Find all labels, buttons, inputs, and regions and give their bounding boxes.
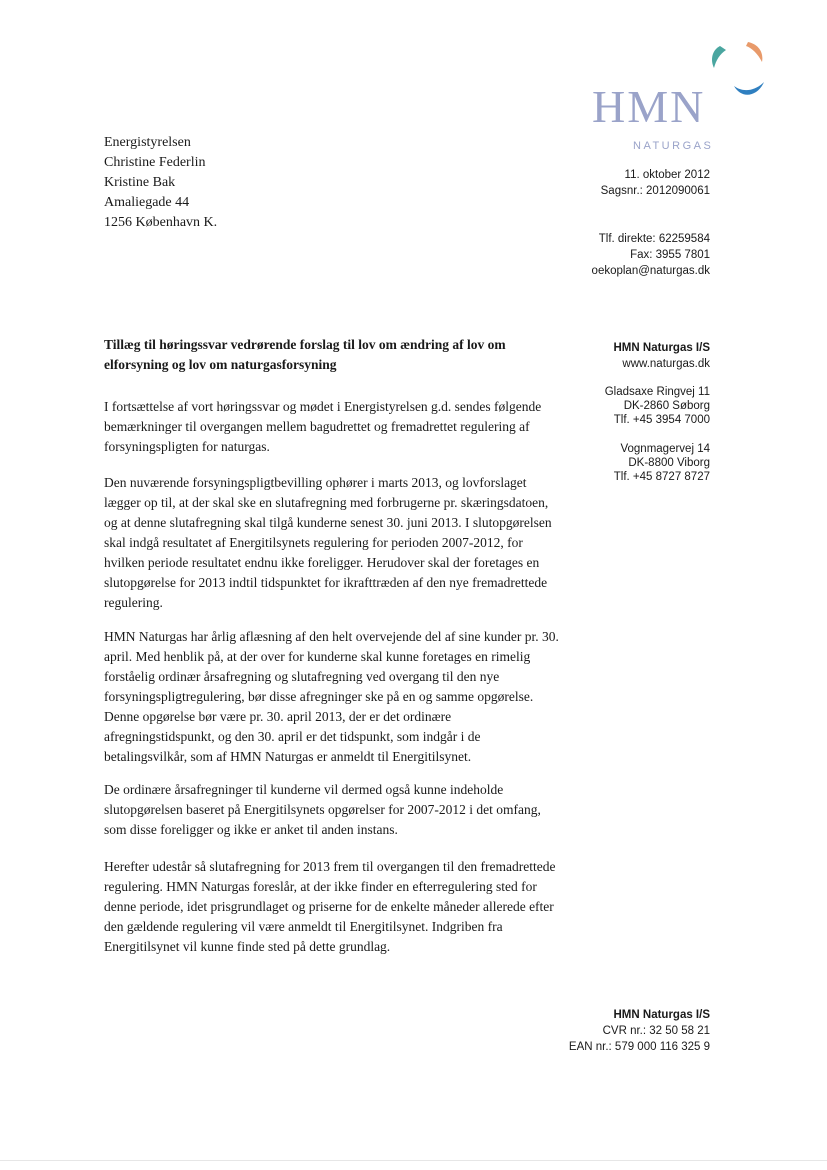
address-street: Gladsaxe Ringvej 11 (604, 386, 710, 398)
body-paragraph: HMN Naturgas har årlig aflæsning af den helt overvejende del af sine kunder pr. 30. april. Med henblik på, at der over for kunderne skal kunne foretages en rimelig forståelig ordinær årsafregning og slutafregning ved overgang til den nye forsyningspligtregulering, bør disse afregninger ske på en og samme opgørelse. Denne opgørelse bør være pr. 30. april 2013, der er det ordinære afregningstidspunkt, og den 30. april er det tidspunkt, som indgår i de betalingsvilkår, som af HMN Naturgas er anmeldt til Energitilsynet. (104, 629, 559, 764)
footer-cvr: CVR nr.: 32 50 58 21 (602, 1025, 710, 1037)
letter-date: 11. oktober 2012 (624, 169, 710, 181)
recipient-address (104, 133, 217, 233)
contact-block (592, 231, 710, 279)
address-phone: Tlf. +45 3954 7000 (613, 414, 710, 426)
address-city: DK-2860 Søborg (623, 400, 710, 412)
company-name: HMN Naturgas I/S (613, 342, 710, 354)
company-block (614, 340, 711, 372)
footer-ean: EAN nr.: 579 000 116 325 9 (568, 1041, 710, 1053)
recipient-line: 1256 København K. (104, 215, 218, 230)
date-block (601, 167, 710, 199)
address-phone: Tlf. +45 8727 8727 (613, 471, 710, 483)
body-paragraph: De ordinære årsafregninger til kunderne vil dermed også kunne indeholde slutopgørelsen baseret på Energitilsynets opgørelser for 2007-2012 i det omfang, som disse foreligger og ikke er anket til anden instans. (104, 782, 541, 837)
page-bottom-rule (0, 1160, 827, 1161)
company-website: www.naturgas.dk (622, 358, 710, 370)
recipient-line: Kristine Bak (104, 175, 176, 190)
address-city: DK-8800 Viborg (628, 457, 710, 469)
body-paragraph: Herefter udestår så slutafregning for 2013 frem til overgangen til den fremadrettede regulering. HMN Naturgas foreslår, at der ikke finder en efterregulering sted for denne periode, idet prisgrundlaget og priserne for de enkelte måneder allerede efter den gældende regulering vil være anmeldt til Energitilsynet. Indgriben fra Energitilsynet vil kunne finde sted på dette grundlag. (104, 859, 556, 954)
direct-phone: Tlf. direkte: 62259584 (598, 233, 710, 245)
footer-block (569, 1007, 710, 1055)
email-address: oekoplan@naturgas.dk (591, 265, 710, 277)
recipient-line: Energistyrelsen (104, 135, 191, 150)
fax-number: Fax: 3955 7801 (630, 249, 710, 261)
recipient-line: Amaliegade 44 (104, 195, 190, 210)
letter-subject: Tillæg til høringssvar vedrørende forslag til lov om ændring af lov om elforsyning og lov om naturgasforsyning (104, 337, 506, 372)
body-paragraph: Den nuværende forsyningspligtbevilling ophører i marts 2013, og lovforslaget lægger op til, at der skal ske en slutafregning med forbrugerne pr. skæringsdatoen, og at denne slutafregning skal tilgå kunderne senest 30. juni 2013. I slutopgørelsen skal indgå resultatet af Energitilsynets regulering for perioden 2007-2012, for hvilken periode resultatet endnu ikke foreligger. Herudover skal der foretages en slutopgørelse for 2013 indtil tidspunktet for ikrafttræden af den nye fremadrettede regulering. (104, 475, 552, 610)
case-number: Sagsnr.: 2012090061 (600, 185, 710, 197)
address-soborg (605, 385, 710, 427)
logo-wordmark: HMN (592, 81, 706, 132)
address-street: Vognmagervej 14 (620, 443, 710, 455)
recipient-line: Christine Federlin (104, 155, 206, 170)
address-viborg (614, 442, 710, 484)
logo-subtitle: NATURGAS (633, 140, 714, 152)
footer-company: HMN Naturgas I/S (613, 1009, 710, 1021)
body-paragraph: I fortsættelse af vort høringssvar og mødet i Energistyrelsen g.d. sendes følgende bemærkninger til overgangen mellem bagudrettet og fremadrettet regulering af forsyningspligten for naturgas. (104, 399, 542, 454)
